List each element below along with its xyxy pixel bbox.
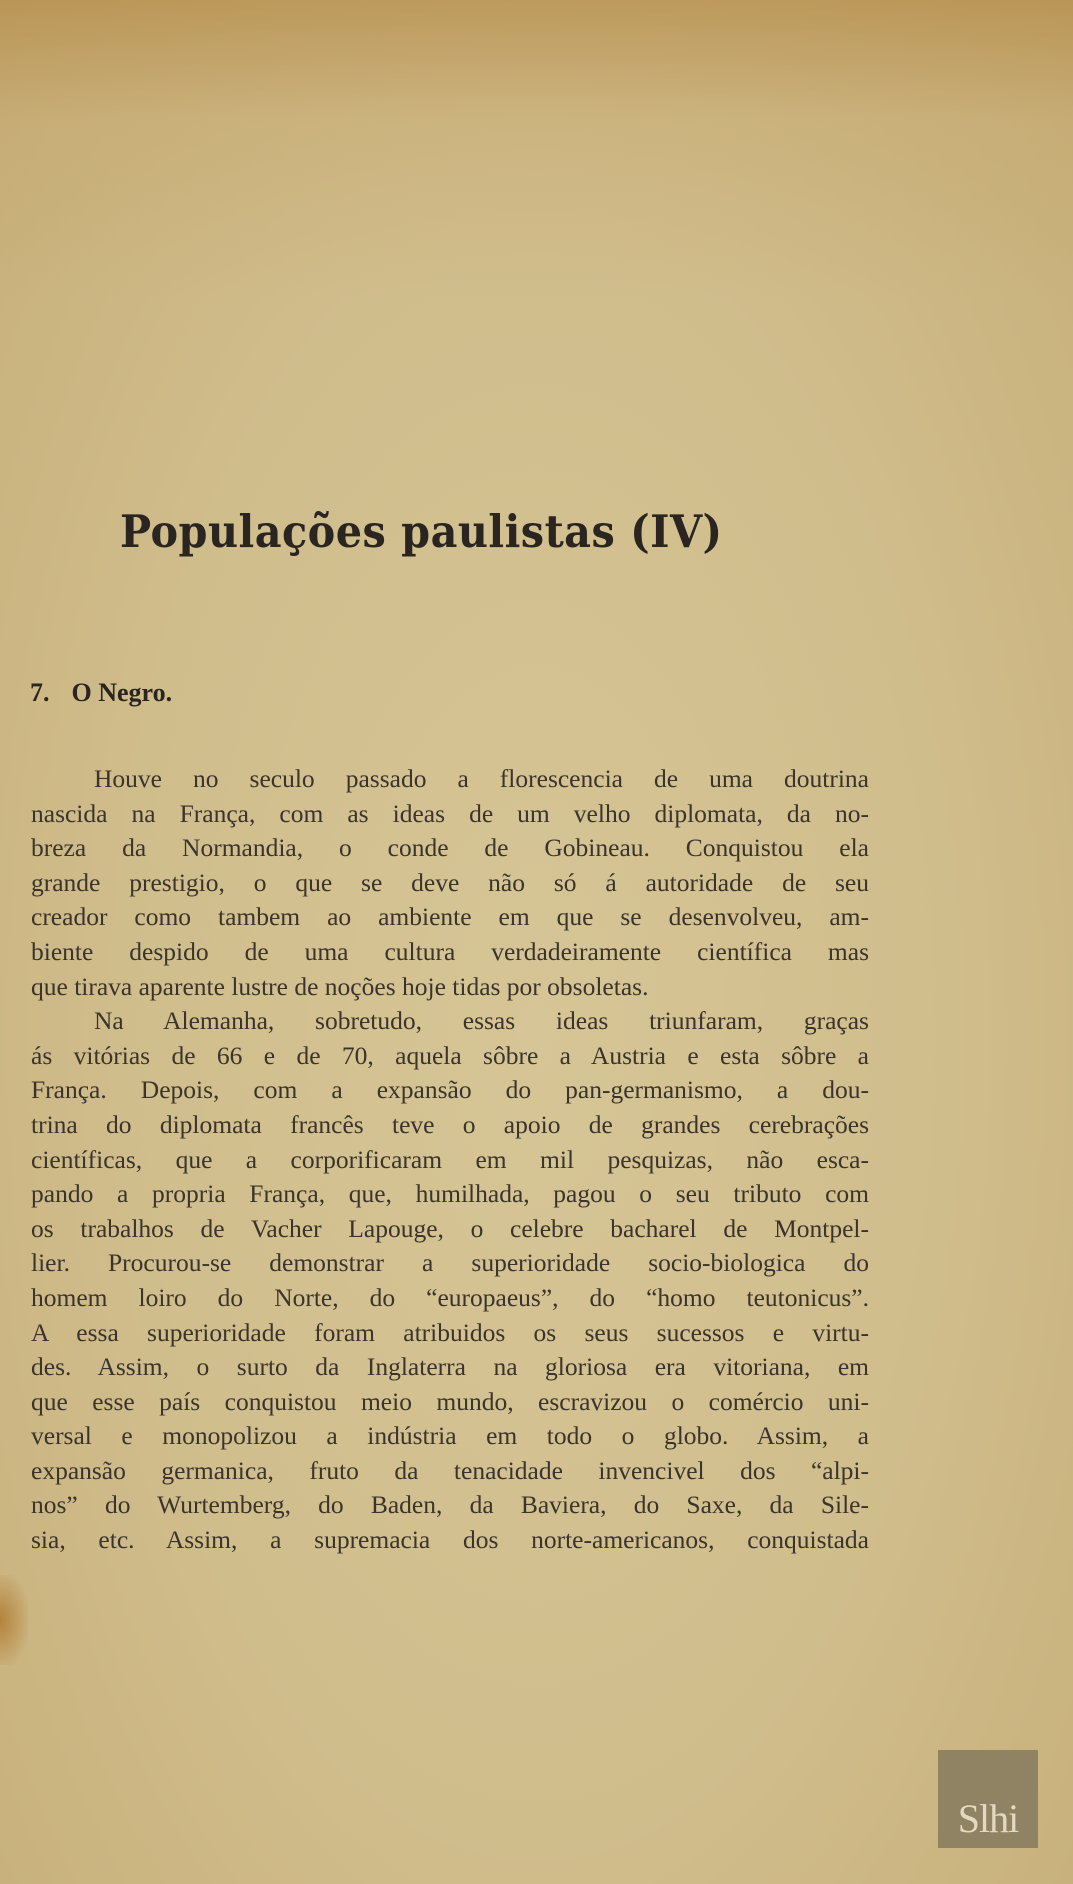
text-line: ás vitórias de 66 e de 70, aquela sôbre a Austria e esta sôbre a <box>31 1040 869 1070</box>
text-line: trina do diplomata francês teve o apoio de grandes cerebrações <box>31 1109 869 1139</box>
text-line: creador como tambem ao ambiente em que se desenvolveu, am- <box>31 902 869 932</box>
text-line: Houve no seculo passado a florescencia de uma doutrina <box>94 764 869 793</box>
text-line: biente despido de uma cultura verdadeiramente científica mas <box>31 936 869 966</box>
page-title: Populações paulistas (IV) <box>120 505 723 558</box>
text-line: científicas, que a corporificaram em mil pesquizas, não esca- <box>31 1144 869 1174</box>
text-line: grande prestigio, o que se deve não só á autoridade de seu <box>31 867 869 897</box>
text-line: nos” do Wurtemberg, do Baden, da Baviera, do Saxe, da Sile- <box>31 1490 869 1520</box>
watermark-text: Slhi <box>957 1796 1019 1841</box>
text-line: que esse país conquistou meio mundo, escravizou o comércio uni- <box>31 1386 869 1416</box>
text-line: breza da Normandia, o conde de Gobineau. Conquistou ela <box>31 833 869 863</box>
section-heading <box>30 678 172 708</box>
text-line: lier. Procurou-se demonstrar a superioridade socio-biologica do <box>31 1248 869 1278</box>
text-line: Na Alemanha, sobretudo, essas ideas triunfaram, graças <box>94 1006 869 1036</box>
text-line: des. Assim, o surto da Inglaterra na gloriosa era vitoriana, em <box>31 1352 869 1382</box>
text-line: A essa superioridade foram atribuidos os seus sucessos e virtu- <box>31 1317 869 1347</box>
body-text <box>31 762 869 1558</box>
text-line: França. Depois, com a expansão do pan-germanismo, a dou- <box>31 1075 869 1105</box>
text-line: homem loiro do Norte, do “europaeus”, do “homo teutonicus”. <box>31 1282 869 1312</box>
text-line: expansão germanica, fruto da tenacidade invencivel dos “alpi- <box>31 1455 869 1485</box>
section-title: O Negro. <box>71 678 173 707</box>
text-line: nascida na França, com as ideas de um velho diplomata, da no- <box>31 798 869 828</box>
text-line: sia, etc. Assim, a supremacia dos norte-americanos, conquistada <box>31 1525 869 1555</box>
text-line: pando a propria França, que, humilhada, pagou o seu tributo com <box>31 1179 869 1209</box>
paper-stain <box>0 1575 28 1665</box>
text-line: que tirava aparente lustre de noções hoje tidas por obsoletas. <box>31 971 649 1001</box>
slhi-logo-icon <box>938 1750 1038 1848</box>
text-line: versal e monopolizou a indústria em todo o globo. Assim, a <box>31 1421 869 1451</box>
section-number: 7. <box>30 678 50 707</box>
text-line: os trabalhos de Vacher Lapouge, o celebre bacharel de Montpel- <box>31 1213 869 1243</box>
